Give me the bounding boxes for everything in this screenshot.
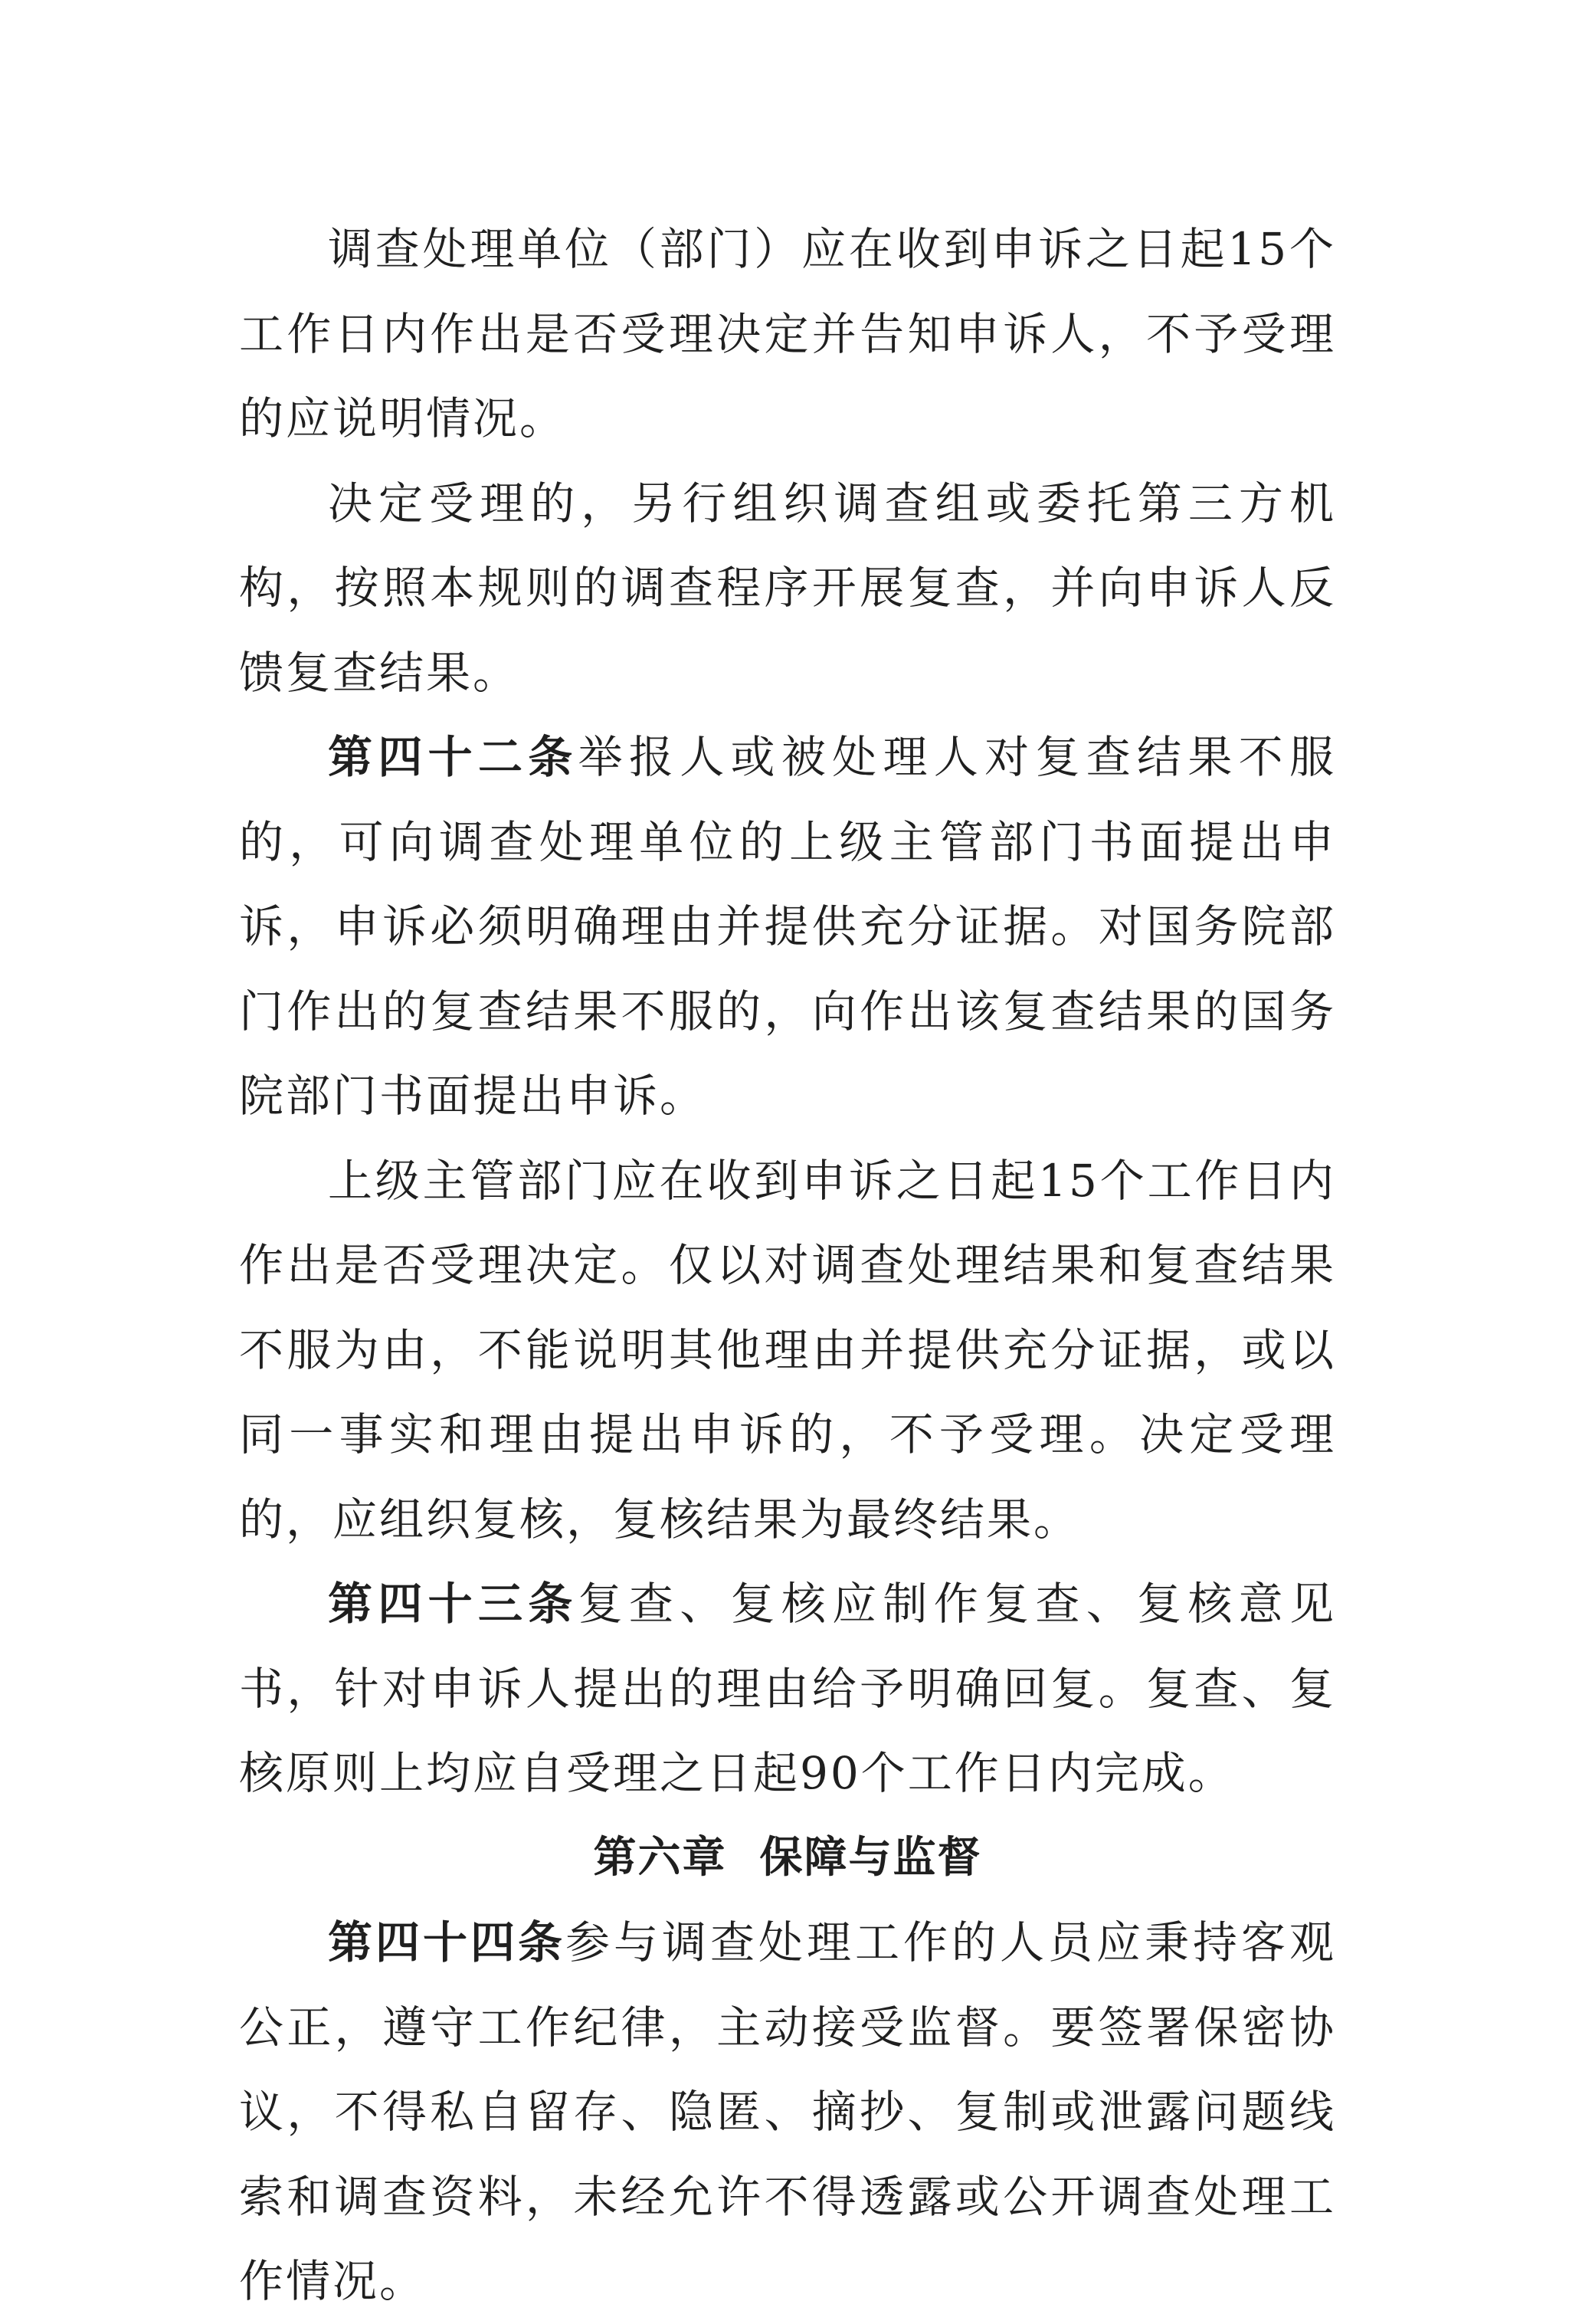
article-number: 第四十二条 (328, 731, 578, 783)
paragraph-text: 参与调查处理工作的人员应秉持客观公正，遵守工作纪律，主动接受监督。要签署保密协议，不得私自留存、隐匿、摘抄、复制或泄露问题线索和调查资料，未经允许不得透露或公开调查处理工作情况。 (239, 1916, 1336, 2307)
paragraph-article-43 (239, 1562, 1336, 1816)
paragraph-text: 上级主管部门应在收到申诉之日起15个工作日内作出是否受理决定。仅以对调查处理结果和复查结果不服为由，不能说明其他理由并提供充分证据，或以同一事实和理由提出申诉的，不予受理。决定受理的，应组织复核，复核结果为最终结果。 (239, 1154, 1336, 1546)
chapter-heading: 第六章 保障与监督 (593, 1832, 982, 1883)
paragraph-superior-acceptance (239, 1139, 1336, 1562)
paragraph-text: 调查处理单位（部门）应在收到申诉之日起15个工作日内作出是否受理决定并告知申诉人，不予受理的应说明情况。 (239, 223, 1336, 444)
article-number: 第四十四条 (328, 1916, 565, 1968)
paragraph-text: 决定受理的，另行组织调查组或委托第三方机构，按照本规则的调查程序开展复查，并向申诉人反馈复查结果。 (239, 477, 1336, 699)
paragraph-article-42 (239, 715, 1336, 1139)
paragraph-text: 复查、复核应制作复查、复核意见书，针对申诉人提出的理由给予明确回复。复查、复核原则上均应自受理之日起90个工作日内完成。 (239, 1578, 1336, 1799)
document-body (239, 207, 1336, 2324)
article-number: 第四十三条 (328, 1578, 578, 1630)
paragraph-review-procedure (239, 461, 1336, 716)
paragraph-text: 举报人或被处理人对复查结果不服的，可向调查处理单位的上级主管部门书面提出申诉，申诉必须明确理由并提供充分证据。对国务院部门作出的复查结果不服的，向作出该复查结果的国务院部门书面提出申诉。 (239, 731, 1336, 1122)
paragraph-acceptance-deadline (239, 207, 1336, 461)
paragraph-article-44 (239, 1900, 1336, 2324)
